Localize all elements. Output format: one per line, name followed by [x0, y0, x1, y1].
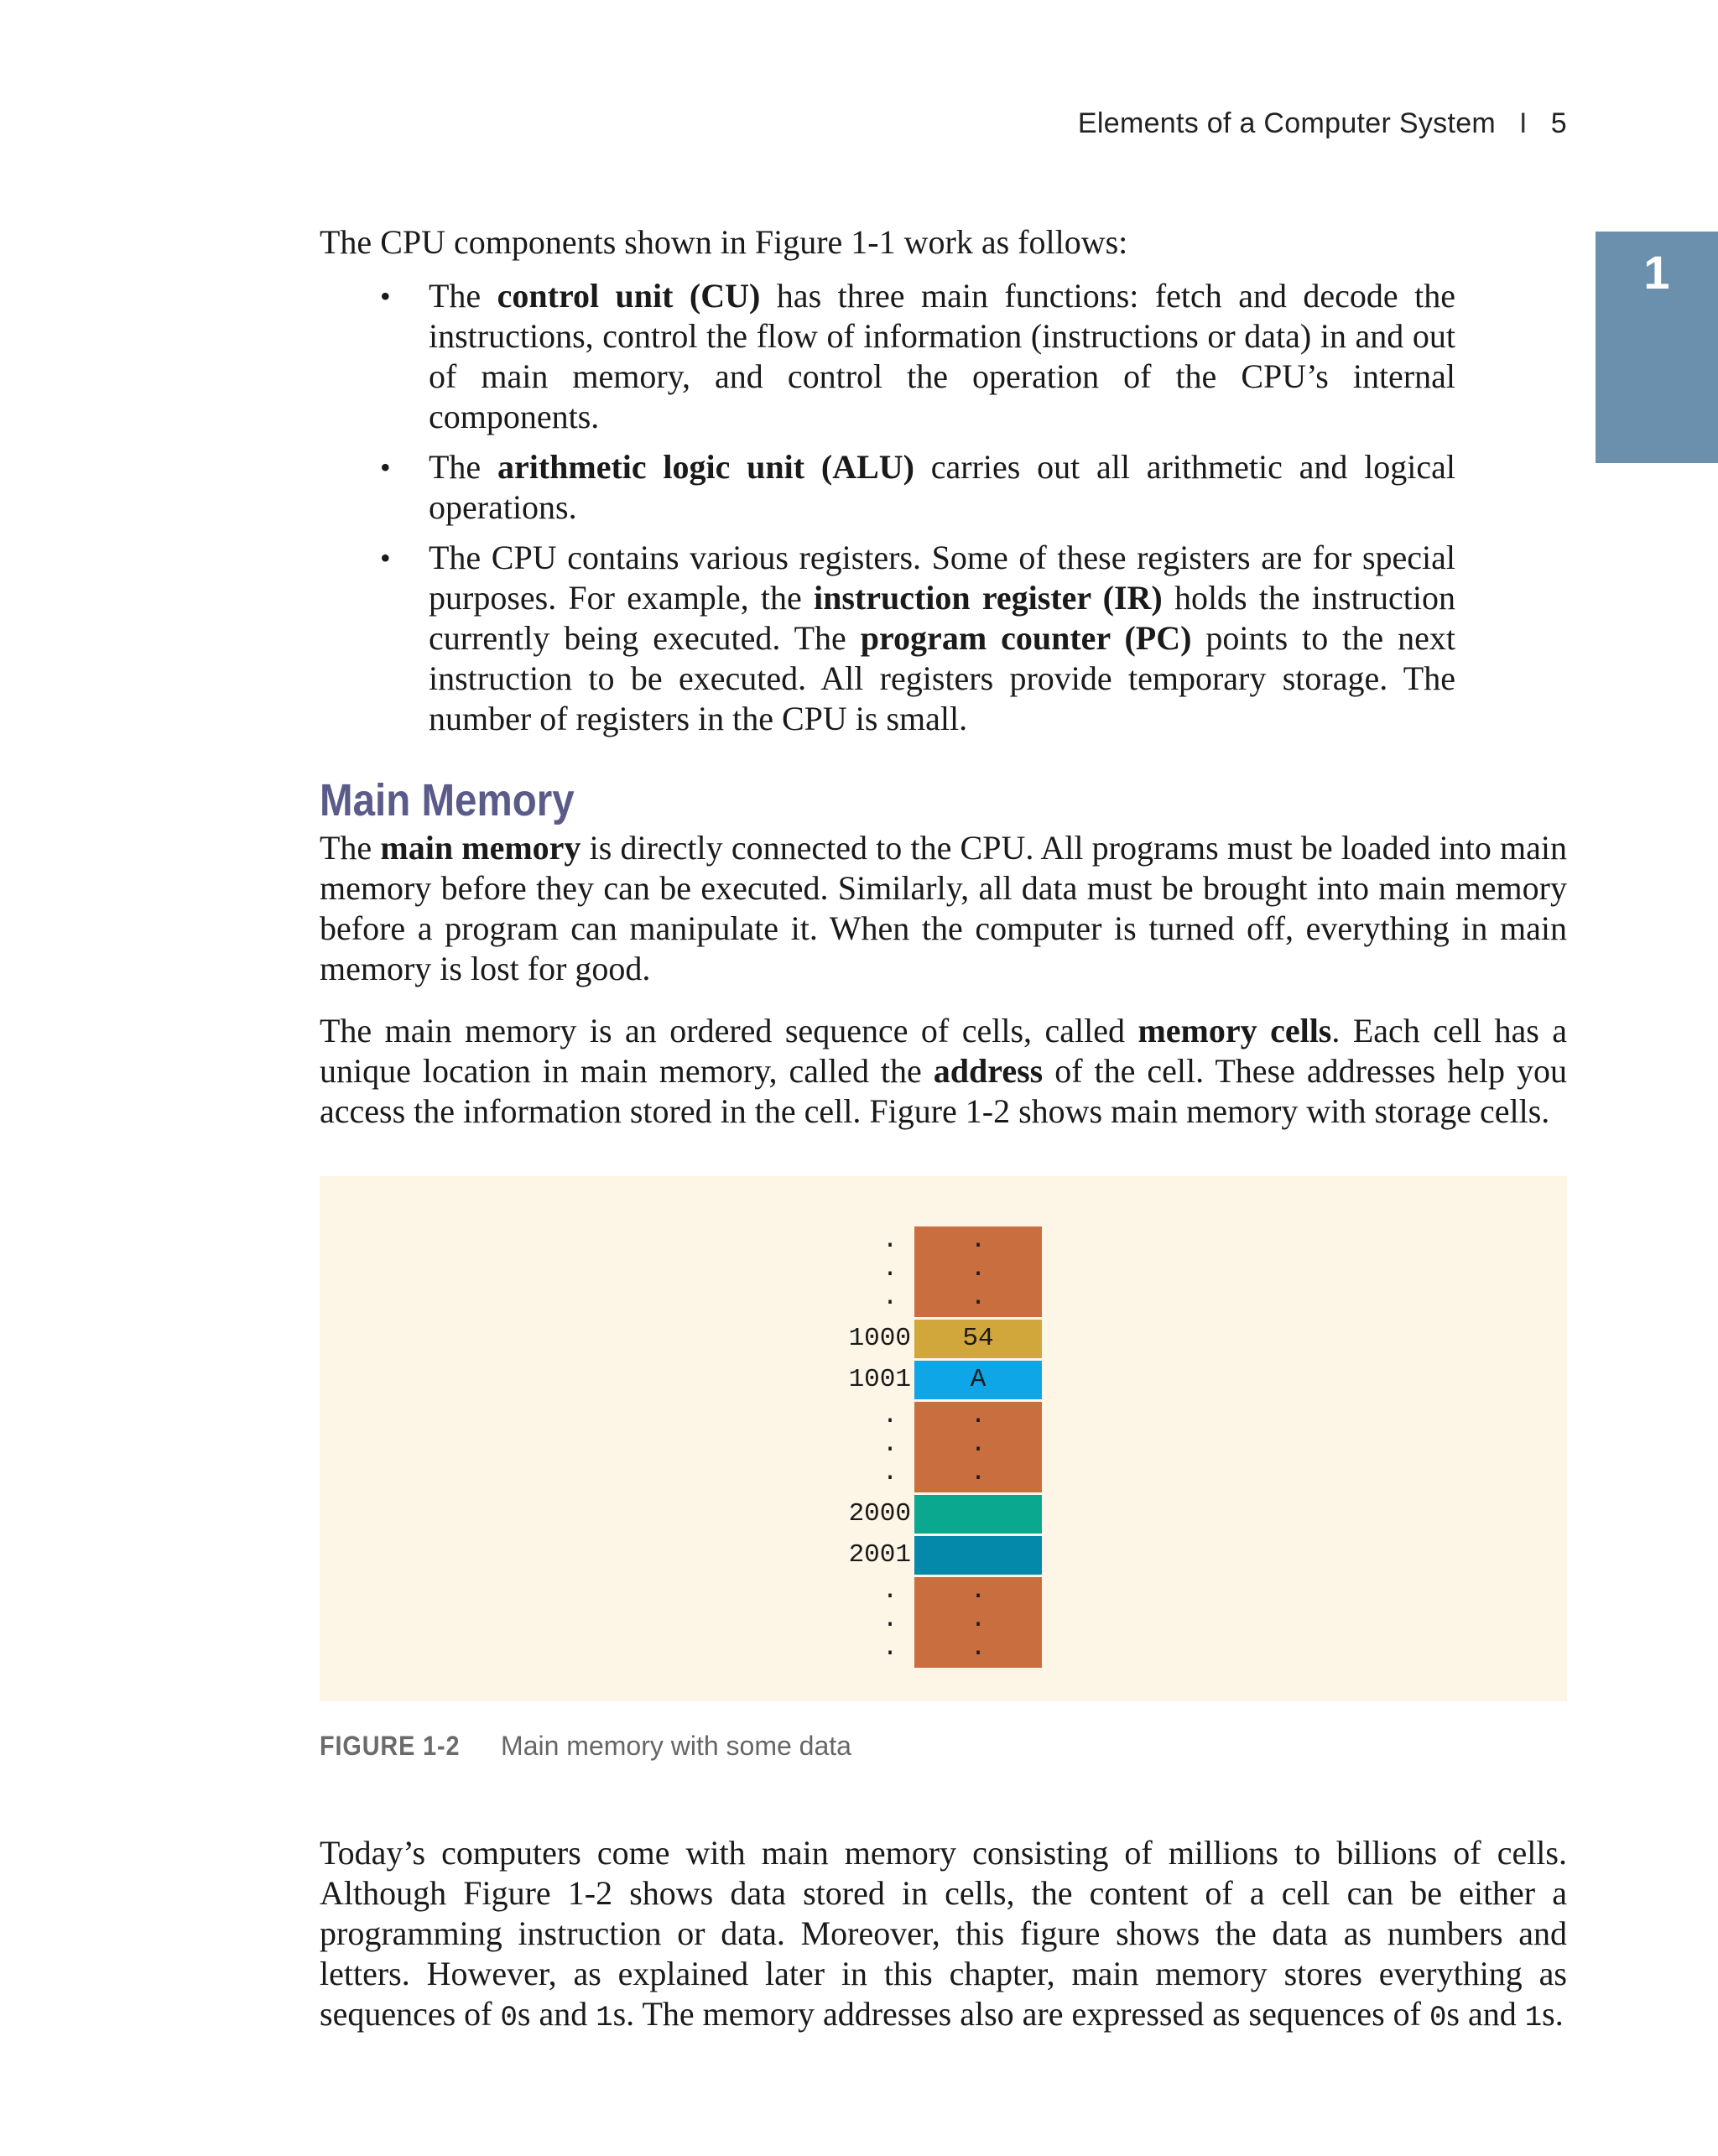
bold-term: memory cells	[1138, 1012, 1332, 1049]
memory-cell	[914, 1226, 1042, 1317]
ellipsis-dot: .	[882, 1401, 898, 1430]
closing-section	[320, 1833, 1567, 2039]
text-run: s.	[1542, 1995, 1564, 2033]
bold-term: arithmetic logic unit (ALU)	[497, 448, 914, 486]
figure-caption-text: Main memory with some data	[501, 1731, 851, 1761]
memory-address	[869, 1226, 911, 1312]
text-run: Today’s computers come with main memory consisting of millions to billions of cells. Although Figure 1-2 shows data stored in cells, the content of a cell can be either a programming instruction or data. Moreover, this figure shows the data as numbers and letters. However, as explained later in this chapter, main memory stores everything as sequences of	[320, 1834, 1567, 2033]
ellipsis-dot: .	[882, 1283, 898, 1312]
text-run: The CPU contains various registers. Some of these registers are for special purposes. For example, the	[429, 539, 1455, 617]
figure-caption	[320, 1731, 851, 1762]
body-paragraph	[320, 828, 1567, 989]
text-run: . Each cell has a unique location in main memory, called the	[320, 1012, 1568, 1090]
memory-address: 1001	[848, 1365, 911, 1394]
main-content	[320, 222, 1567, 1132]
bullet-icon: •	[380, 541, 391, 575]
ellipsis-dot: .	[970, 1605, 987, 1634]
closing-paragraph	[320, 1833, 1567, 2039]
bullet-icon: •	[380, 279, 391, 313]
text-run: s and	[517, 1995, 596, 2033]
bold-term: instruction register (IR)	[813, 579, 1163, 617]
ellipsis-dot: .	[882, 1226, 898, 1255]
chapter-number: 1	[1643, 246, 1670, 299]
chapter-tab	[1596, 232, 1718, 463]
list-item	[380, 276, 1456, 437]
text-run: The	[429, 277, 497, 315]
ellipsis-dot: .	[970, 1633, 987, 1663]
running-head	[1078, 107, 1567, 140]
running-head-separator: I	[1519, 107, 1528, 139]
bold-term: address	[933, 1052, 1044, 1090]
text-run: carries out all arithmetic and logical operations.	[429, 448, 1455, 526]
rich-text	[429, 277, 1455, 435]
memory-cell: A	[914, 1361, 1042, 1399]
ellipsis-dot: .	[970, 1283, 987, 1312]
code-text: 1	[1524, 2002, 1543, 2034]
page-number: 5	[1550, 107, 1567, 139]
text-run: has three main functions: fetch and decode the instructions, control the flow of information (instructions or data) in and out of main memory, and control the operation of the CPU’s internal components.	[429, 277, 1456, 435]
rich-text	[429, 539, 1455, 737]
text-run: s and	[1446, 1995, 1525, 2033]
rich-text	[429, 448, 1455, 526]
ellipsis-dot: .	[970, 1226, 987, 1255]
memory-cell	[914, 1536, 1042, 1575]
memory-address: 2000	[848, 1499, 911, 1528]
figure-number: FIGURE 1-2	[320, 1731, 461, 1761]
ellipsis-dot: .	[882, 1576, 898, 1606]
bold-term: program counter (PC)	[860, 619, 1192, 657]
code-text: 0	[500, 2002, 518, 2034]
text-run: is directly connected to the CPU. All programs must be loaded into main memory before they can be executed. Similarly, all data must be brought into main memory before a program can manipulate it. When the computer is turned off, everything in main memory is lost for good.	[320, 829, 1568, 987]
body-paragraph	[320, 1011, 1567, 1132]
bold-term: main memory	[380, 829, 581, 867]
memory-cell	[914, 1495, 1042, 1534]
text-run: holds the instruction currently being executed. The	[429, 579, 1456, 657]
text-run: The main memory is an ordered sequence of cells, called	[320, 1012, 1138, 1049]
text-run: points to the next instruction to be executed. All registers provide temporary storage. The number of registers in the CPU is small.	[429, 619, 1455, 737]
ellipsis-dot: .	[882, 1458, 898, 1487]
memory-cell: 54	[914, 1320, 1042, 1358]
ellipsis-dot: .	[882, 1254, 898, 1284]
code-text: 0	[1429, 2002, 1447, 2034]
text-run: s. The memory addresses also are expressed as sequences of	[612, 1995, 1429, 2033]
list-item	[380, 538, 1456, 739]
text-run: The	[320, 829, 381, 867]
ellipsis-dot: .	[970, 1576, 987, 1606]
memory-address: 2001	[848, 1540, 911, 1570]
memory-cell	[914, 1402, 1042, 1492]
bold-term: control unit (CU)	[497, 277, 761, 315]
intro-paragraph: The CPU components shown in Figure 1-1 work as follows:	[320, 223, 1128, 261]
memory-address	[869, 1577, 911, 1663]
ellipsis-dot: .	[970, 1401, 987, 1430]
memory-cell	[914, 1577, 1042, 1668]
bullet-icon: •	[380, 450, 391, 484]
section-heading: Main Memory	[320, 775, 575, 825]
text-run: of the cell. These addresses help you access the information stored in the cell. Figure 1-2 shows main memory with storage cells.	[320, 1052, 1567, 1130]
cpu-components-list	[320, 276, 1455, 739]
ellipsis-dot: .	[970, 1458, 987, 1487]
text-run: The	[429, 448, 497, 486]
code-text: 1	[596, 2002, 613, 2034]
ellipsis-dot: .	[882, 1605, 898, 1634]
memory-address: 1000	[848, 1324, 911, 1353]
memory-figure	[320, 1176, 1567, 1701]
memory-address	[869, 1402, 911, 1487]
ellipsis-dot: .	[970, 1430, 987, 1459]
list-item	[380, 447, 1455, 528]
ellipsis-dot: .	[970, 1254, 987, 1284]
running-head-title: Elements of a Computer System	[1077, 107, 1497, 139]
ellipsis-dot: .	[882, 1633, 898, 1663]
ellipsis-dot: .	[882, 1430, 898, 1459]
